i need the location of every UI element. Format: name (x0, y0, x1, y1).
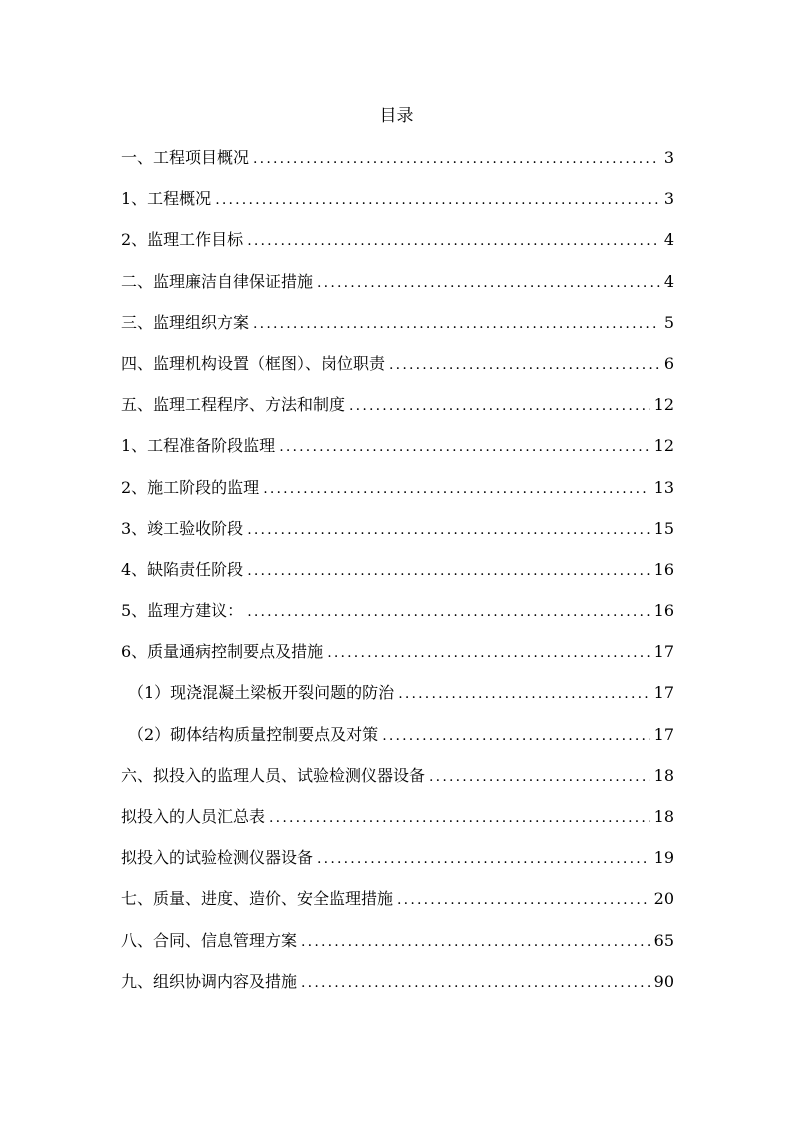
toc-entry-page: 17 (653, 683, 674, 703)
toc-entry-label: 二、监理廉洁自律保证措施 (121, 271, 314, 291)
toc-entry[interactable] (121, 599, 674, 640)
toc-entry[interactable] (121, 640, 674, 681)
toc-entry-page: 20 (653, 889, 674, 909)
toc-entry[interactable] (121, 805, 674, 846)
toc-leader-dots (279, 435, 649, 459)
toc-entry[interactable] (121, 764, 674, 805)
toc-entry-page: 15 (653, 518, 674, 538)
toc-entry-page: 90 (653, 971, 674, 991)
toc-entry-page: 16 (653, 559, 674, 579)
toc-entry-page: 18 (653, 765, 674, 785)
toc-entry-page: 17 (653, 724, 674, 744)
toc-leader-dots (269, 806, 650, 830)
toc-entry-page: 5 (663, 312, 674, 332)
toc-entry-label: 6、质量通病控制要点及措施 (121, 642, 324, 662)
toc-leader-dots (397, 888, 650, 912)
toc-leader-dots (317, 271, 660, 295)
toc-entry[interactable] (121, 887, 674, 928)
toc-entry-label: （2）砌体结构质量控制要点及对策 (128, 724, 379, 744)
toc-entry-label: 1、工程准备阶段监理 (121, 436, 276, 456)
toc-entry-label: 1、工程概况 (121, 189, 212, 209)
toc-entry-page: 13 (653, 477, 674, 497)
toc-entry-label: （1）现浇混凝土梁板开裂问题的防治 (128, 683, 395, 703)
toc-entry-label: 九、组织协调内容及措施 (121, 971, 298, 991)
toc-entry[interactable] (121, 558, 674, 599)
toc-entry[interactable] (121, 929, 674, 970)
toc-entry[interactable] (121, 228, 674, 269)
toc-entry[interactable] (121, 393, 674, 434)
toc-entry-page: 12 (653, 436, 674, 456)
toc-entry-label: 4、缺陷责任阶段 (121, 559, 244, 579)
toc-entry[interactable] (121, 517, 674, 558)
toc-leader-dots (398, 682, 649, 706)
toc-leader-dots (349, 394, 650, 418)
toc-leader-dots (253, 312, 660, 336)
toc-leader-dots (253, 147, 660, 171)
toc-entry[interactable] (121, 476, 674, 517)
toc-entry-page: 3 (663, 189, 674, 209)
toc-leader-dots (215, 188, 660, 212)
toc-leader-dots (247, 229, 660, 253)
toc-entry[interactable] (121, 311, 674, 352)
toc-entry-page: 3 (663, 148, 674, 167)
toc-entry[interactable] (121, 681, 674, 722)
toc-entry-label: 六、拟投入的监理人员、试验检测仪器设备 (121, 765, 426, 785)
toc-leader-dots (263, 477, 649, 501)
toc-leader-dots (389, 353, 660, 377)
toc-entry-page: 4 (663, 230, 674, 250)
toc-entry-label: 七、质量、进度、造价、安全监理措施 (121, 889, 394, 909)
toc-entry-page: 19 (653, 848, 674, 868)
toc-leader-dots (247, 559, 649, 583)
toc-entry[interactable] (121, 187, 674, 228)
toc-entry[interactable] (121, 970, 674, 1011)
toc-entry-page: 18 (653, 807, 674, 826)
toc-entry-label: 拟投入的人员汇总表 (121, 807, 266, 826)
toc-entry[interactable] (121, 434, 674, 475)
toc-title: 目录 (379, 106, 414, 126)
toc-leader-dots (327, 641, 649, 665)
toc-leader-dots (301, 930, 650, 954)
toc-entry[interactable] (121, 146, 674, 187)
toc-entry-label: 八、合同、信息管理方案 (121, 930, 298, 950)
toc-entry-page: 16 (653, 601, 674, 621)
toc-entry[interactable] (121, 846, 674, 887)
toc-entry-label: 五、监理工程程序、方法和制度 (121, 395, 346, 415)
toc-leader-dots (382, 724, 649, 748)
toc-entry-label: 三、监理组织方案 (121, 312, 250, 332)
toc-entry-page: 12 (653, 395, 674, 415)
toc-entry-label: 2、施工阶段的监理 (121, 477, 260, 497)
toc-entry-page: 17 (653, 642, 674, 662)
toc-leader-dots (247, 518, 649, 542)
toc-entry-label: 拟投入的试验检测仪器设备 (121, 848, 314, 868)
toc-list (121, 146, 674, 1011)
toc-leader-dots (247, 600, 649, 624)
toc-entry[interactable] (121, 723, 674, 764)
toc-entry[interactable] (121, 352, 674, 393)
toc-entry-page: 65 (653, 930, 674, 950)
toc-entry[interactable] (121, 270, 674, 311)
toc-leader-dots (317, 847, 650, 871)
toc-entry-label: 3、竣工验收阶段 (121, 518, 244, 538)
toc-entry-page: 4 (663, 271, 674, 291)
toc-leader-dots (301, 971, 650, 995)
toc-entry-label: 四、监理机构设置（框图）、岗位职责 (121, 353, 386, 373)
toc-entry-page: 6 (663, 353, 674, 373)
toc-leader-dots (429, 765, 650, 789)
toc-entry-label: 2、监理工作目标 (121, 230, 244, 250)
toc-entry-label: 5、监理方建议： (121, 601, 244, 621)
toc-entry-label: 一、工程项目概况 (121, 148, 250, 167)
